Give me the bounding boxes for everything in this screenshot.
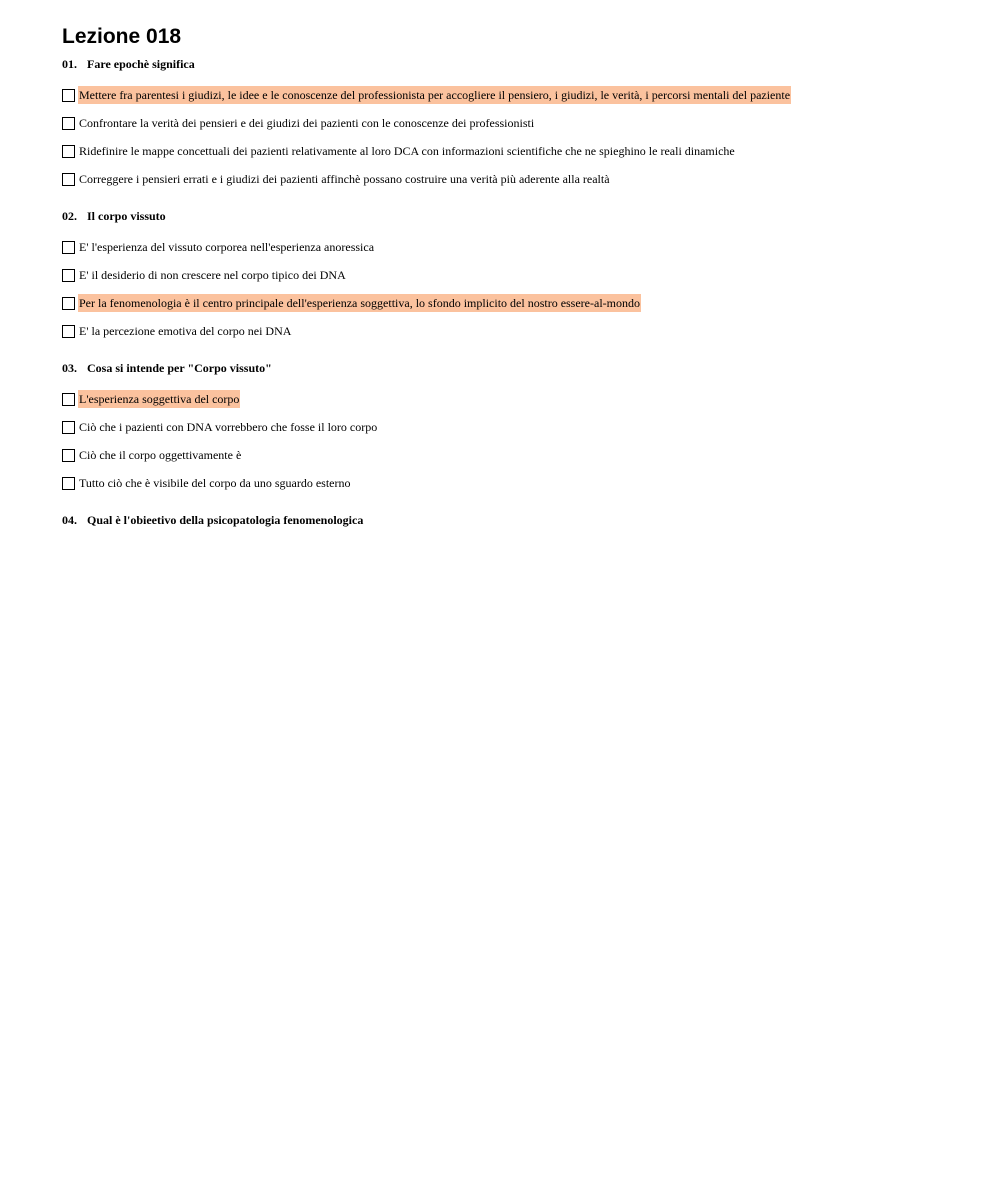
answer-text: Ciò che i pazienti con DNA vorrebbero che fosse il loro corpo — [79, 420, 378, 434]
question-02 — [62, 208, 962, 345]
answer-checkbox[interactable] — [62, 269, 75, 282]
answer-checkbox[interactable] — [62, 393, 75, 406]
question-text: Cosa si intende per "Corpo vissuto" — [87, 361, 272, 375]
answer-option[interactable] — [62, 137, 962, 165]
answer-checkbox[interactable] — [62, 325, 75, 338]
answer-text: Mettere fra parentesi i giudizi, le idee e le conoscenze del professionista per accogliere il pensiero, i giudizi, le verità, i percorsi mentali del paziente — [79, 88, 791, 102]
answer-checkbox[interactable] — [62, 421, 75, 434]
question-heading — [62, 360, 962, 376]
answer-text: Ciò che il corpo oggettivamente è — [79, 448, 242, 462]
answer-option[interactable] — [62, 413, 962, 441]
answer-checkbox[interactable] — [62, 173, 75, 186]
answer-option[interactable] — [62, 469, 962, 497]
answer-text: E' il desiderio di non crescere nel corpo tipico dei DNA — [79, 268, 346, 282]
answer-checkbox[interactable] — [62, 145, 75, 158]
answer-text: Tutto ciò che è visibile del corpo da uno sguardo esterno — [79, 476, 351, 490]
question-04 — [62, 512, 962, 528]
answer-text: Correggere i pensieri errati e i giudizi dei pazienti affinchè possano costruire una verità più aderente alla realtà — [79, 172, 610, 186]
question-text: Fare epochè significa — [87, 57, 195, 71]
page-title: Lezione 018 — [62, 25, 182, 48]
question-03 — [62, 360, 962, 497]
question-number: 04. — [62, 513, 77, 527]
answer-text: L'esperienza soggettiva del corpo — [79, 392, 240, 406]
question-heading — [62, 512, 962, 528]
question-number: 03. — [62, 361, 77, 375]
answer-text: E' la percezione emotiva del corpo nei DNA — [79, 324, 292, 338]
answer-text: Per la fenomenologia è il centro principale dell'esperienza soggettiva, lo sfondo implicito del nostro essere-al-mondo — [79, 296, 640, 310]
question-01 — [62, 56, 962, 193]
question-text: Qual è l'obieetivo della psicopatologia fenomenologica — [87, 513, 364, 527]
question-number: 01. — [62, 57, 77, 71]
answer-option[interactable] — [62, 289, 962, 317]
answer-option[interactable] — [62, 109, 962, 137]
answer-checkbox[interactable] — [62, 241, 75, 254]
answer-text: Confrontare la verità dei pensieri e dei giudizi dei pazienti con le conoscenze dei professionisti — [79, 116, 535, 130]
question-heading — [62, 56, 962, 72]
answer-option[interactable] — [62, 441, 962, 469]
answer-option[interactable] — [62, 385, 962, 413]
answer-option[interactable] — [62, 233, 962, 261]
answer-checkbox[interactable] — [62, 89, 75, 102]
answer-checkbox[interactable] — [62, 117, 75, 130]
question-number: 02. — [62, 209, 77, 223]
document-page — [62, 24, 962, 537]
answer-text: E' l'esperienza del vissuto corporea nell'esperienza anoressica — [79, 240, 375, 254]
answer-option[interactable] — [62, 317, 962, 345]
answer-checkbox[interactable] — [62, 449, 75, 462]
question-text: Il corpo vissuto — [87, 209, 166, 223]
answer-checkbox[interactable] — [62, 477, 75, 490]
answer-checkbox[interactable] — [62, 297, 75, 310]
answer-option[interactable] — [62, 81, 962, 109]
question-heading — [62, 208, 962, 224]
answer-option[interactable] — [62, 165, 962, 193]
answer-text: Ridefinire le mappe concettuali dei pazienti relativamente al loro DCA con informazioni scientifiche che ne spieghino le reali dinamiche — [79, 144, 735, 158]
answer-option[interactable] — [62, 261, 962, 289]
